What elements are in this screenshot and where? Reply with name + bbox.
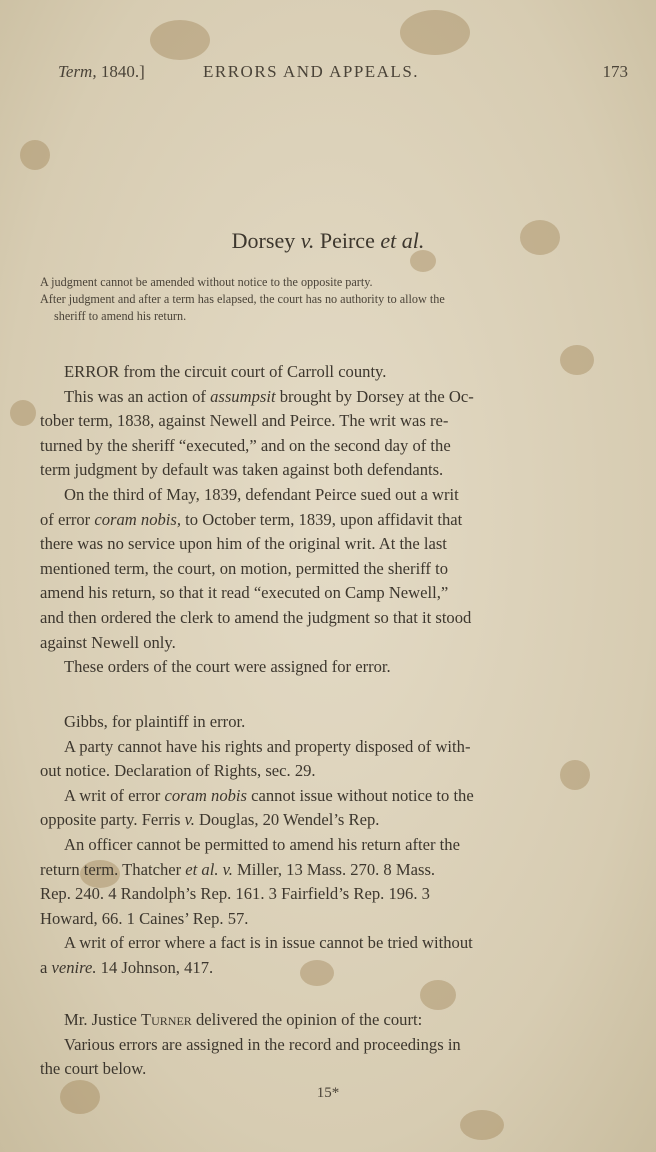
text-line: tober term, 1838, against Newell and Peirce. The writ was re-: [40, 411, 449, 431]
signature-mark: 15*: [316, 1085, 340, 1101]
text-line: and then ordered the clerk to amend the judgment so that it stood: [40, 607, 472, 627]
headnote-line: After judgment and after a term has elapsed, the court has no authority to allow the: [40, 292, 445, 306]
text-line: On the third of May, 1839, defendant Peirce sued out a writ: [64, 484, 459, 504]
text-line: the court below.: [40, 1059, 147, 1079]
text-line: term judgment by default was taken against both defendants.: [40, 460, 444, 480]
foxing-stain: [20, 140, 50, 170]
text-line: Howard, 66. 1 Caines’ Rep. 57.: [40, 908, 249, 928]
text-line: there was no service upon him of the original writ. At the last: [40, 534, 447, 554]
headnote-line: A judgment cannot be amended without notice to the opposite party.: [40, 275, 373, 289]
body-block-2: [40, 710, 622, 981]
running-head-section: ERRORS AND APPEALS.: [203, 62, 420, 81]
text-line: out notice. Declaration of Rights, sec. 29.: [40, 761, 316, 781]
text-line: Rep. 240. 4 Randolph’s Rep. 161. 3 Fairfield’s Rep. 196. 3: [40, 884, 430, 904]
case-title: Dorsey v. Peirce et al.: [231, 228, 425, 253]
text-line: amend his return, so that it read “executed on Camp Newell,”: [40, 583, 449, 603]
running-head: [58, 62, 628, 86]
text-line: An officer cannot be permitted to amend his return after the: [64, 834, 460, 854]
text-line: Mr. Justice Turner delivered the opinion of the court:: [64, 1010, 423, 1029]
text-line: a venire. 14 Johnson, 417.: [40, 957, 214, 977]
text-line: against Newell only.: [40, 632, 176, 652]
text-line: return term. Thatcher et al. v. Miller, 13 Mass. 270. 8 Mass.: [40, 859, 436, 879]
text-line: A writ of error coram nobis cannot issue without notice to the: [64, 785, 474, 805]
foxing-stain: [460, 1110, 504, 1140]
foxing-stain: [420, 980, 456, 1010]
headnote-line: sheriff to amend his return.: [54, 309, 187, 323]
text-line: Various errors are assigned in the record and proceedings in: [64, 1034, 461, 1054]
text-line: Gibbs, for plaintiff in error.: [64, 712, 246, 731]
headnote: [40, 274, 625, 325]
text-line: A writ of error where a fact is in issue cannot be tried without: [64, 933, 473, 953]
body-block-1: [40, 360, 622, 680]
text-line: mentioned term, the court, on motion, permitted the sheriff to: [40, 558, 448, 578]
text-line: ERROR from the circuit court of Carroll county.: [64, 362, 387, 381]
text-line: opposite party. Ferris v. Douglas, 20 Wendel’s Rep.: [40, 810, 380, 830]
foxing-stain: [150, 20, 210, 60]
foxing-stain: [10, 400, 36, 426]
foxing-stain: [400, 10, 470, 55]
text-line: This was an action of assumpsit brought by Dorsey at the Oc-: [64, 386, 474, 406]
page-number: 173: [602, 62, 628, 81]
text-line: A party cannot have his rights and property disposed of with-: [64, 736, 471, 756]
text-line: turned by the sheriff “executed,” and on the second day of the: [40, 435, 451, 455]
text-line: of error coram nobis, to October term, 1839, upon affidavit that: [40, 509, 463, 529]
body-block-3: [40, 1008, 622, 1082]
running-head-term: Term, 1840.]: [58, 62, 145, 81]
text-line: These orders of the court were assigned for error.: [64, 657, 391, 677]
